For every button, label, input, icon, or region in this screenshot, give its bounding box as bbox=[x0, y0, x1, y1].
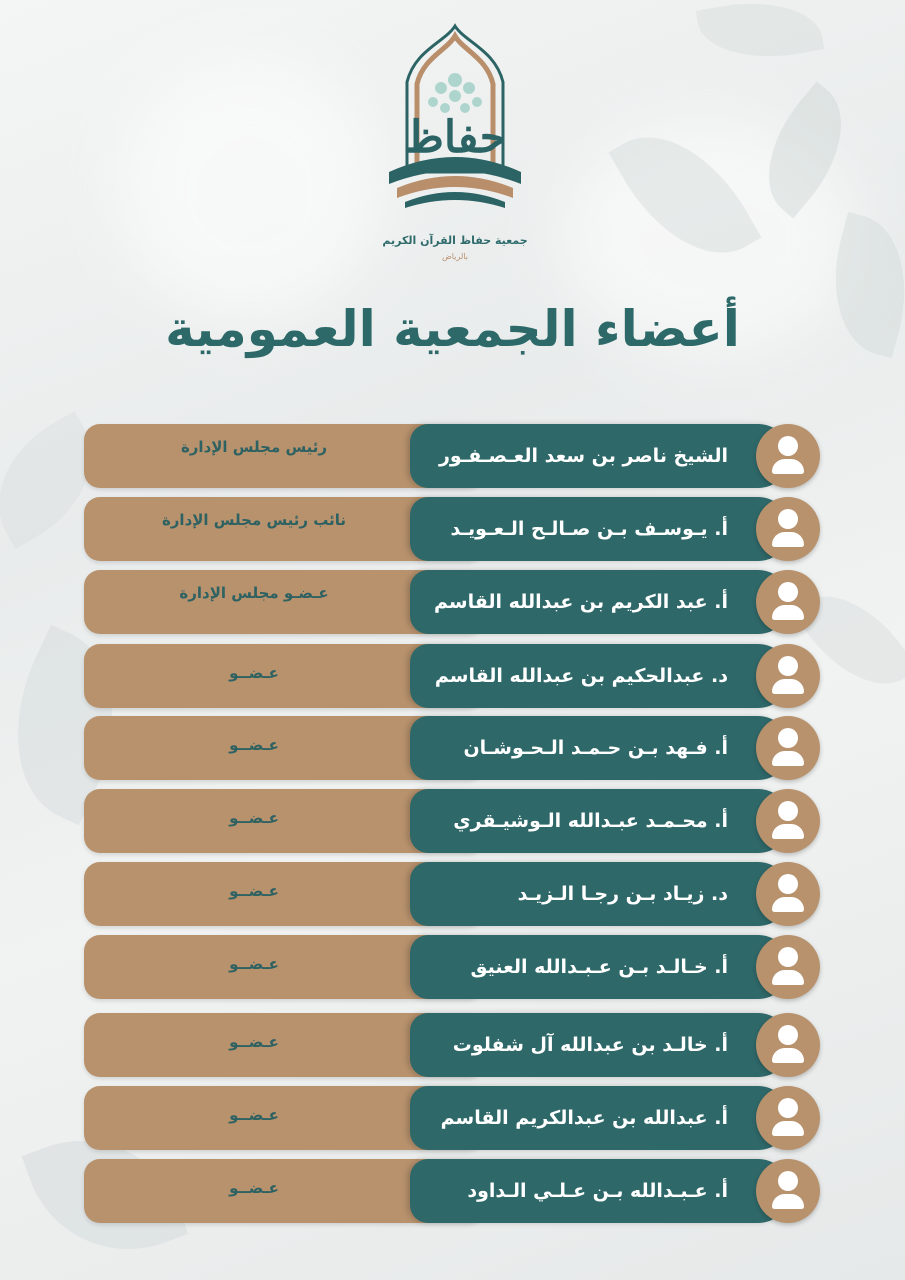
member-name: أ. عـبـدالله بـن عـلـي الـداود bbox=[467, 1180, 728, 1202]
user-icon bbox=[756, 1086, 820, 1150]
member-role: عـضــو bbox=[229, 955, 279, 973]
organization-city: بالرياض bbox=[442, 252, 468, 261]
user-icon bbox=[756, 644, 820, 708]
member-row bbox=[84, 935, 820, 999]
member-row bbox=[84, 644, 820, 708]
member-name: د. عبدالحكيم بن عبدالله القاسم bbox=[434, 665, 728, 687]
page-title: أعضاء الجمعية العمومية bbox=[165, 300, 740, 358]
member-row bbox=[84, 1159, 820, 1223]
organization-logo bbox=[375, 22, 535, 262]
organization-name: جمعية حفاظ القرآن الكريم bbox=[382, 234, 528, 247]
member-name: أ. عبدالله بن عبدالكريم القاسم bbox=[440, 1107, 728, 1129]
user-icon bbox=[756, 935, 820, 999]
member-role: عـضــو bbox=[229, 1106, 279, 1124]
member-role: عـضــو bbox=[229, 664, 279, 682]
member-row bbox=[84, 497, 820, 561]
user-icon bbox=[756, 862, 820, 926]
user-icon bbox=[756, 1159, 820, 1223]
user-icon bbox=[756, 570, 820, 634]
member-row bbox=[84, 789, 820, 853]
member-row bbox=[84, 1013, 820, 1077]
user-icon bbox=[756, 789, 820, 853]
member-role: عـضــو bbox=[229, 882, 279, 900]
member-role: عـضـو مجلس الإدارة bbox=[179, 584, 329, 602]
member-role: عـضــو bbox=[229, 736, 279, 754]
member-name: أ. خالـد بن عبدالله آل شفلوت bbox=[452, 1034, 728, 1056]
member-row bbox=[84, 570, 820, 634]
member-row bbox=[84, 424, 820, 488]
user-icon bbox=[756, 716, 820, 780]
member-name: أ. عبد الكريم بن عبدالله القاسم bbox=[434, 591, 728, 613]
member-role: عـضــو bbox=[229, 1179, 279, 1197]
member-name: أ. يـوسـف بـن صـالـح الـعـويـد bbox=[450, 518, 728, 540]
member-name: الشيخ ناصر بن سعد العـصـفـور bbox=[438, 445, 728, 467]
member-row bbox=[84, 862, 820, 926]
member-name: أ. محـمـد عبـدالله الـوشيـقري bbox=[453, 810, 728, 832]
member-name: أ. خـالـد بـن عـبـدالله العنيق bbox=[470, 956, 728, 978]
member-name: د. زيـاد بـن رجـا الـزيـد bbox=[517, 883, 728, 905]
member-row bbox=[84, 716, 820, 780]
member-role: نائب رئيس مجلس الإدارة bbox=[161, 511, 347, 529]
member-role: رئيس مجلس الإدارة bbox=[180, 438, 328, 456]
member-row bbox=[84, 1086, 820, 1150]
user-icon bbox=[756, 424, 820, 488]
user-icon bbox=[756, 1013, 820, 1077]
user-icon bbox=[756, 497, 820, 561]
member-name: أ. فـهد بـن حـمـد الـحـوشـان bbox=[463, 737, 728, 759]
member-role: عـضــو bbox=[229, 809, 279, 827]
member-role: عـضــو bbox=[229, 1033, 279, 1051]
logo-script-text: حفاظ bbox=[403, 112, 507, 163]
